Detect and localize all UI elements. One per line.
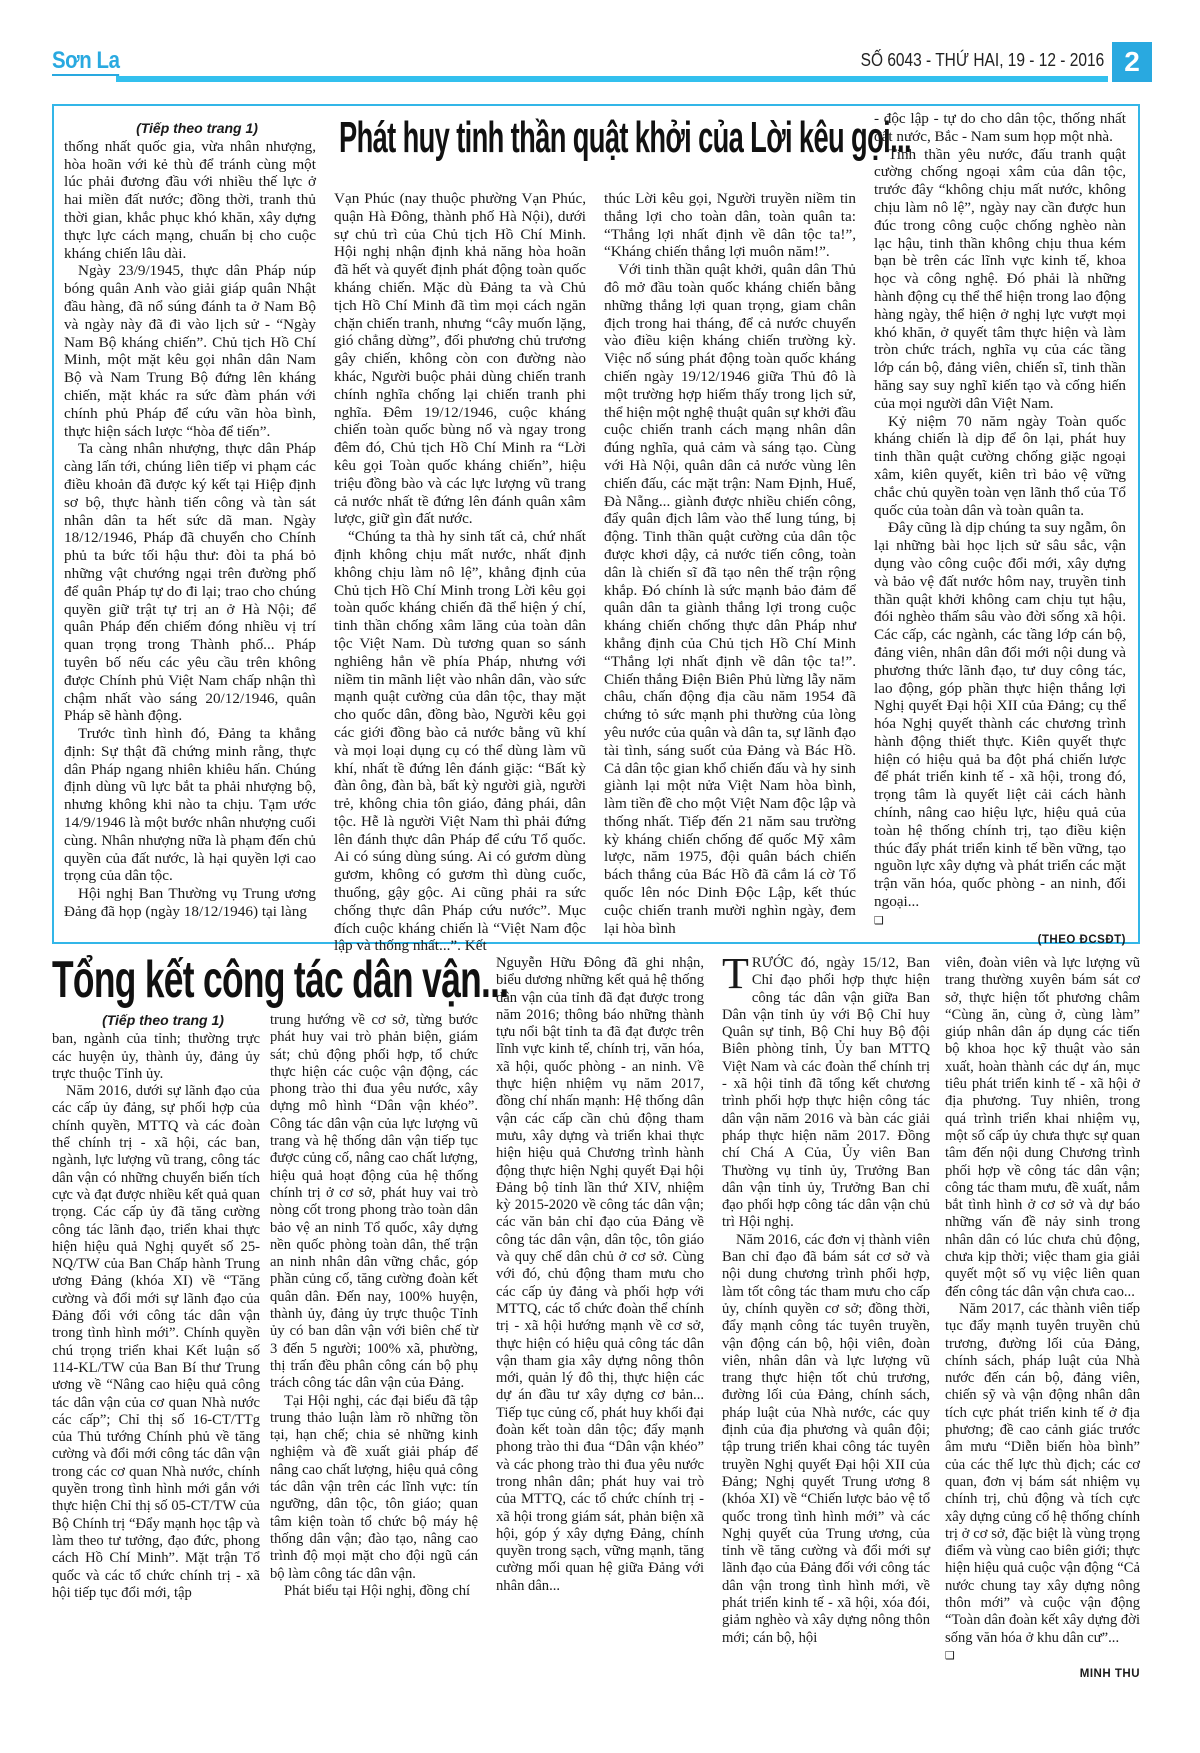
paragraph: Năm 2016, các đơn vị thành viên Ban chỉ đạo đã bám sát cơ sở và nội dung chương trình phối hợp, làm tốt công tác tham mưu cho cấp ủy, chính quyền cơ sở; đồng thời, đẩy mạnh công tác tuyên truyền, vận động cán bộ, hội viên, đoàn viên, nhân dân và lực lượng vũ trang thực hiện tốt chủ trương, đường lối của Đảng, chính sách, pháp luật của Nhà nước, các quy định của địa phương và quân đội; tập trung triển khai công tác tuyên truyền Nghị quyết Đại hội XII của Đảng; Nghị quyết Trung ương 8 (khóa XI) về “Chiến lược bảo vệ tổ quốc trong tình hình mới” và các Nghị quyết của Trung ương, của tỉnh về tăng cường và đổi mới sự lãnh đạo của Đảng đối với công tác dân vận trong tình hình mới, về phát triển kinh tế - xã hội, xóa đói, giảm nghèo và xây dựng nông thôn mới; cán bộ, hội xyxy=(722,1231,930,1646)
masthead-rule xyxy=(116,76,1108,82)
article-2-column-5 xyxy=(945,955,1140,1683)
paragraph: Vạn Phúc (nay thuộc phường Vạn Phúc, quận Hà Đông, thành phố Hà Nội), dưới sự chủ trì của Chủ tịch Hồ Chí Minh. Hội nghị nhận định khả năng hòa hoãn đã hết và quyết định phát động toàn quốc kháng chiến. Mặc dù Đảng ta và Chủ tịch Hồ Chí Minh đã tìm mọi cách ngăn chặn chiến tranh, nhưng “cây muốn lặng, gió chẳng dừng”, đối phương chủ trương gây chiến, không còn con đường nào khác, Người buộc phải dùng chiến tranh chính nghĩa chống lại chiến tranh phi nghĩa. Đêm 19/12/1946, cuộc kháng chiến toàn quốc bùng nổ và ngay trong đêm đó, Chủ tịch Hồ Chí Minh ra “Lời kêu gọi Toàn quốc kháng chiến”, hiệu triệu đồng bào và các lực lượng vũ trang cả nước nhất tề đứng lên đánh quân xâm lược, giữ gìn đất nước. xyxy=(334,190,586,528)
article-1-source: (THEO ĐCSĐT) xyxy=(1037,933,1126,946)
paragraph: thống nhất quốc gia, vừa nhân nhượng, hòa hoãn với kẻ thù để tránh cùng một lúc phải đương đầu với nhiều thế lực ở hai miền đất nước; đồng thời, tranh thủ thời gian, khắc phục khó khăn, xây dựng thực lực cách mạng, chuẩn bị cho cuộc kháng chiến lâu dài. xyxy=(64,137,316,262)
article-2-column-1 xyxy=(52,1012,260,1602)
continued-label: (Tiếp theo trang 1) xyxy=(136,120,258,136)
newspaper-brand: Sơn La xyxy=(52,47,120,74)
article-1-title: Phát huy tinh thần quật khởi của Lời kêu gọi... xyxy=(339,113,911,162)
paragraph: Ta càng nhân nhượng, thực dân Pháp càng lấn tới, chúng liên tiếp vi phạm các điều khoản đã được ký kết tại Hiệp định sơ bộ, thực hành tiến công và tàn sát nhân dân ta hết sức dã man. Ngày 18/12/1946, Pháp đã chuyển cho Chính phủ ta bức tối hậu thư: đòi ta phá bỏ những vật chướng ngại trên đường phố để quân Pháp tự do đi lại; trao cho chúng quyền giữ trật tự trị an ở Hà Nội; để quân Pháp đến chiếm đóng nhiều vị trí quan trọng trong Thành phố... Pháp tuyên bố nếu các yêu cầu trên không được Chính phủ Việt Nam chấp nhận thì chậm nhất vào sáng 20/12/1946, quân Pháp sẽ hành động. xyxy=(64,440,316,725)
paragraph: Ngày 23/9/1945, thực dân Pháp núp bóng quân Anh vào giải giáp quân Nhật đầu hàng, đã nổ súng đánh ta ở Nam Bộ và ngày này đã đi vào lịch sử - “Ngày Nam Bộ kháng chiến”. Chủ tịch Hồ Chí Minh, một mặt kêu gọi nhân dân Nam Bộ và Nam Trung Bộ đứng lên kháng chiến, mặt khác ra sức đàm phán với chính phủ Pháp để cứu vãn hòa bình, thực hiện sách lược “hòa để tiến”. xyxy=(64,262,316,440)
paragraph: Với tinh thần quật khởi, quân dân Thủ đô mở đầu toàn quốc kháng chiến bằng những thắng lợi quan trọng, giam chân địch trong hai tháng, để cả nước chuyển vào điều kiện kháng chiến trường kỳ. Việc nổ súng phát động toàn quốc kháng chiến ngày 19/12/1946 giữa Thủ đô là một trường hợp hiếm thấy trong lịch sử, thể hiện một nghệ thuật quân sự khởi đầu cuộc chiến tranh cách mạng nhân dân đúng nghĩa, quả cảm và sáng tạo. Cùng với Hà Nội, quân dân cả nước vùng lên chiến đấu, các mặt trận: Nam Định, Huế, Đà Nẵng... giành được nhiều chiến công, đẩy quân địch lâm vào thế lung túng, bị động. Tinh thần quật cường của dân tộc được khơi dậy, cả nước tiến công, toàn dân là chiến sĩ đã tạo nên thế trận rộng khắp. Đó chính là sức mạnh bảo đảm để quân dân ta giành thắng lợi trong cuộc kháng chiến chống thực dân Pháp như khẳng định của Chủ tịch Hồ Chí Minh “Thắng lợi nhất định về dân tộc ta!”. Chiến thắng Điện Biên Phủ lừng lẫy năm châu, chấn động địa cầu năm 1954 đã chứng tỏ sức mạnh phi thường của lòng yêu nước của quân và dân ta, sự lãnh đạo tài tình, sáng suốt của Đảng và Bác Hồ. Cả dân tộc gian khổ chiến đấu và hy sinh giành lại một nửa Việt Nam hòa bình, làm tiền đề cho một Việt Nam độc lập và thống nhất. Tiếp đến 21 năm sau trường kỳ kháng chiến chống đế quốc Mỹ xâm lược, năm 1975, đội quân bách chiến bách thắng của Bác Hồ đã cắm lá cờ Tổ quốc lên nóc Dinh Độc Lập, kết thúc cuộc chiến tranh mười nghìn ngày, đem lại hòa bình xyxy=(604,261,856,937)
end-mark-icon: ❑ xyxy=(874,913,884,927)
continued-label: (Tiếp theo trang 1) xyxy=(102,1012,224,1028)
paragraph: Kỷ niệm 70 năm ngày Toàn quốc kháng chiến là dịp để ôn lại, phát huy tinh thần quật cường chống giặc ngoại xâm, kiên quyết, kiên trì bảo vệ vững chắc chủ quyền toàn vẹn lãnh thổ của Tổ quốc của toàn dân và toàn quân ta. xyxy=(874,412,1126,519)
article-1-column-2 xyxy=(334,190,586,955)
paragraph: - độc lập - tự do cho dân tộc, thống nhất đất nước, Bắc - Nam sum họp một nhà. xyxy=(874,110,1126,145)
end-mark-icon: ❑ xyxy=(945,1648,955,1662)
paragraph: TRƯỚC đó, ngày 15/12, Ban Chỉ đạo phối hợp thực hiện công tác dân vận giữa Ban Dân vận tỉnh ủy với Bộ Chỉ huy Quân sự tỉnh, Bộ Chỉ huy Bộ đội Biên phòng tỉnh, Ủy ban MTTQ Việt Nam và các đoàn thể chính trị - xã hội tỉnh đã tổng kết chương trình phối hợp thực hiện công tác dân vận năm 2016 và bàn các giải pháp thực hiện năm 2017. Đồng chí Chá A Của, Ủy viên Ban Thường vụ tỉnh ủy, Trưởng Ban dân vận tỉnh ủy, Trưởng Ban chỉ đạo phối hợp công tác dân vận chủ trì Hội nghị. xyxy=(722,949,930,1231)
paragraph: “Chúng ta thà hy sinh tất cả, chứ nhất định không chịu mất nước, nhất định không chịu làm nô lệ”, khẳng định của Chủ tịch Hồ Chí Minh trong Lời kêu gọi toàn quốc kháng chiến đã thể hiện ý chí, tinh thần chống xâm lăng của toàn dân tộc Việt Nam. Dù tương quan so sánh nghiêng hẳn về phía Pháp, nhưng với niềm tin mãnh liệt vào nhân dân, vào sức mạnh quật cường của dân tộc, thay mặt cho quốc dân, đồng bào, Người kêu gọi các giới đồng bào cả nước bằng vũ khí và mọi loại dụng cụ có thể dùng làm vũ khí, nhất tề đứng lên đánh giặc: “Bất kỳ đàn ông, đàn bà, bất kỳ người già, người trẻ, không chia tôn giáo, đảng phái, dân tộc. Hễ là người Việt Nam thì phải đứng lên đánh thực dân Pháp để cứu Tổ quốc. Ai có súng dùng súng. Ai có gươm dùng gươm, không có gươm thì dùng cuốc, thuổng, gậy gộc. Ai cũng phải ra sức chống thực dân Pháp cứu nước”. Mục đích cuộc kháng chiến là “Việt Nam độc lập và thống nhất...”. Kết xyxy=(334,528,586,955)
masthead xyxy=(52,42,1152,86)
paragraph: Hội nghị Ban Thường vụ Trung ương Đảng đã họp (ngày 18/12/1946) tại làng xyxy=(64,885,316,921)
article-2-column-4 xyxy=(722,949,930,1647)
article-1-column-3 xyxy=(604,190,856,937)
article-2-column-3 xyxy=(496,955,704,1595)
paragraph: viên, đoàn viên và lực lượng vũ trang thường xuyên bám sát cơ sở, thực hiện tốt phương châm “Cùng ăn, cùng ở, cùng làm” giúp nhân dân áp dụng các tiến bộ khoa học kỹ thuật vào sản xuất, hoàn thành các dự án, mục tiêu phát triển kinh tế - xã hội ở địa phương. Tuy nhiên, trong quá trình triển khai nhiệm vụ, một số cấp ủy chưa thực sự quan tâm đến nội dung Chương trình phối hợp về công tác dân vận; công tác tham mưu, đề xuất, nắm bắt tình hình ở cơ sở và dự báo những vấn đề nảy sinh trong nhân dân có lúc chưa chủ động, chưa kịp thời; việc tham gia giải quyết một số vụ việc liên quan đến công tác dân vận chưa cao... xyxy=(945,955,1140,1300)
paragraph: Trước tình hình đó, Đảng ta khẳng định: Sự thật đã chứng minh rằng, thực dân Pháp ngang nhiên khiêu hấn. Chúng định dùng vũ lực bắt ta phải nhượng bộ, nhưng không khi nào ta chịu. Tạm ước 14/9/1946 là một bước nhân nhượng cuối cùng. Nhân nhượng nữa là phạm đến chủ quyền của đất nước, là hại quyền lợi cao trọng của dân tộc. xyxy=(64,725,316,885)
article-2-column-2 xyxy=(270,1012,478,1600)
paragraph: Năm 2016, dưới sự lãnh đạo của các cấp ủy đảng, sự phối hợp của chính quyền, MTTQ và các đoàn thể chính trị - xã hội, các ban, ngành, lực lượng vũ trang, công tác dân vận có những chuyển biến tích cực và đạt được nhiều kết quả quan trọng. Các cấp ủy đã tăng cường công tác lãnh đạo, triển khai thực hiện hiệu quả Nghị quyết số 25-NQ/TW của Ban Chấp hành Trung ương Đảng (khóa XI) về “Tăng cường và đổi mới sự lãnh đạo của Đảng đối với công tác dân vận trong tình hình mới”. Chính quyền chú trọng triển khai Kết luận số 114-KL/TW của Ban Bí thư Trung ương về “Nâng cao hiệu quả công tác dân vận của cơ quan Nhà nước các cấp”; Chỉ thị số 16-CT/TTg của Thủ tướng Chính phủ về tăng cường và đổi mới công tác dân vận trong các cơ quan Nhà nước, chính quyền trong tình hình mới gắn với thực hiện Chỉ thị số 05-CT/TW của Bộ Chính trị “Đẩy mạnh học tập và làm theo tư tưởng, đạo đức, phong cách Hồ Chí Minh”. Mặt trận Tổ quốc và các tổ chức chính trị - xã hội tiếp tục đổi mới, tập xyxy=(52,1083,260,1601)
paragraph: thúc Lời kêu gọi, Người truyền niềm tin thắng lợi cho toàn dân, toàn quân ta: “Thắng lợi nhất định về dân tộc ta!”, “Kháng chiến thắng lợi muôn năm!”. xyxy=(604,190,856,261)
page-number: 2 xyxy=(1112,42,1152,82)
article-2-author: MINH THU xyxy=(1079,1668,1140,1681)
article-1-column-4 xyxy=(874,110,1126,949)
paragraph: trung hướng về cơ sở, từng bước phát huy vai trò phản biện, giám sát; chủ động phối hợp, tổ chức thực hiện các cuộc vận động, các phong trào thi đua yêu nước, xây dựng mô hình “Dân vận khéo”. Công tác dân vận của lực lượng vũ trang và hệ thống dân vận tiếp tục được củng cố, nâng cao chất lượng, hiệu quả hoạt động của hệ thống chính trị ở cơ sở, phát huy vai trò nòng cốt trong phong trào toàn dân bảo vệ an ninh Tổ quốc, xây dựng nền quốc phòng toàn dân, thế trận an ninh nhân dân vững chắc, góp phần củng cố, tăng cường đoàn kết quân dân. Đến nay, 100% huyện, thành ủy, đảng ủy trực thuộc Tỉnh ủy có ban dân vận với biên chế từ 3 đến 5 người; 100% xã, phường, thị trấn đều phân công cán bộ phụ trách công tác dân vận của Đảng. xyxy=(270,1012,478,1392)
paragraph: ban, ngành của tỉnh; thường trực các huyện ủy, thành ủy, đảng ủy trực thuộc Tỉnh ủy. xyxy=(52,1031,260,1082)
paragraph: Tinh thần yêu nước, đấu tranh quật cường chống ngoại xâm của dân tộc, trước đây “không chịu mất nước, không chịu làm nô lệ”, ngày nay cần được hun đúc trong công cuộc chống nghèo nàn lạc hậu, tinh thần không chịu thua kém bạn bè trên các lĩnh vực kinh tế, khoa học và công nghệ. Đó phải là những hành động cụ thể thể hiện trong lao động hàng ngày, thể hiện ở nghị lực vượt mọi khó khăn, ở quyết tâm thực hiện và làm tròn chức trách, nghĩa vụ của các tầng lớp cán bộ, đảng viên, chiến sĩ, tinh thần hăng say suy nghĩ kiến tạo và cống hiến của mọi người dân Việt Nam. xyxy=(874,145,1126,412)
paragraph: Đây cũng là dịp chúng ta suy ngẫm, ôn lại những bài học lịch sử sâu sắc, vận dụng vào công cuộc đổi mới, xây dựng và bảo vệ đất nước hôm nay, truyền tinh thần quật khởi không cam chịu tụt hậu, đói nghèo thấm sâu vào đời sống xã hội. Các cấp, các ngành, các tầng lớp cán bộ, đảng viên, nhân dân đổi mới nội dung và phương thức lãnh đạo, tư duy công tác, lao động, góp phần thực hiện thắng lợi Nghị quyết Đại hội XII của Đảng; cụ thể hóa Nghị quyết thành các chương trình hành động thiết thực. Kiên quyết thực hiện có hiệu quả ba đột phá chiến lược để phát triển kinh tế - xã hội, trong đó, trọng tâm là quyết liệt cải cách hành chính, nâng cao hiệu lực, hiệu quả của toàn hệ thống chính trị, tạo điều kiện thúc đẩy phát triển kinh tế bền vững, tạo nguồn lực xây dựng và phát triển các mặt trận văn hóa, quốc phòng - an ninh, đối ngoại... xyxy=(874,519,1126,911)
article-1-frame xyxy=(52,104,1140,955)
article-2-title: Tổng kết công tác dân vận... xyxy=(52,951,509,1009)
paragraph: Phát biểu tại Hội nghị, đồng chí xyxy=(284,1582,471,1599)
article-1-column-1 xyxy=(64,120,316,921)
issue-date: SỐ 6043 - THỨ HAI, 19 - 12 - 2016 xyxy=(860,50,1104,70)
paragraph: Nguyễn Hữu Đông đã ghi nhận, biểu dương những kết quả hệ thống dân vận của tỉnh đã đạt được trong năm 2016; thông báo những thành tựu nổi bật tỉnh ta đã đạt được trên lĩnh vực kinh tế, chính trị, văn hóa, xã hội, quốc phòng - an ninh. Về thực hiện nhiệm vụ năm 2017, đồng chí nhấn mạnh: Hệ thống dân vận các cấp cần chủ động tham mưu, xây dựng và triển khai thực hiện hiệu quả Chương trình hành động thực hiện Nghị quyết Đại hội Đảng bộ tỉnh lần thứ XIV, nhiệm kỳ 2015-2020 về công tác dân vận; các văn bản chỉ đạo của Đảng về công tác dân vận, dân tộc, tôn giáo và quy chế dân chủ ở cơ sở. Cùng với đó, chủ động tham mưu cho các cấp ủy đảng và phối hợp với MTTQ, các tổ chức đoàn thể chính trị - xã hội hướng mạnh về cơ sở, thực hiện có hiệu quả công tác dân vận tham gia xây dựng nông thôn mới, quản lý đô thị, thực hiện các dự án đầu tư xây dựng cơ bản... Tiếp tục củng cố, phát huy khối đại đoàn kết toàn dân tộc; đẩy mạnh phong trào thi đua “Dân vận khéo” và các phong trào thi đua yêu nước trong nhân dân; phát huy vai trò của MTTQ, các tổ chức chính trị - xã hội trong giám sát, phản biện xã hội, góp ý xây dựng Đảng, chính quyền trong sạch, vững mạnh, tăng cường mối quan hệ giữa Đảng với nhân dân... xyxy=(496,955,704,1594)
drop-cap: T xyxy=(722,949,749,998)
paragraph: Tại Hội nghị, các đại biểu đã tập trung thảo luận làm rõ những tồn tại, hạn chế; chia sẻ những kinh nghiệm và đề xuất giải pháp để nâng cao chất lượng, hiệu quả công tác dân vận trên các lĩnh vực: tín ngưỡng, dân tộc, tôn giáo; quan tâm kiện toàn tổ chức bộ máy hệ thống dân vận; đào tạo, nâng cao trình độ mọi mặt cho đội ngũ cán bộ làm công tác dân vận. xyxy=(270,1392,478,1582)
paragraph: Năm 2017, các thành viên tiếp tục đẩy mạnh tuyên truyền chủ trương, đường lối của Đảng, chính sách, pháp luật của Nhà nước đến cán bộ, đảng viên, chiến sỹ và vận động nhân dân tích cực phát triển kinh tế ở địa phương; đề cao cảnh giác trước âm mưu “Diễn biến hòa bình” của các thế lực thù địch; các cơ quan, đơn vị bám sát nhiệm vụ chính trị, chủ động và tích cực xây dựng củng cố hệ thống chính trị ở cơ sở, đặc biệt là vùng trọng điểm và vùng cao biên giới; thực hiện hiệu quả cuộc vận động “Cả nước chung tay xây dựng nông thôn mới” và cuộc vận động “Toàn dân đoàn kết xây dựng đời sống văn hóa ở khu dân cư”... xyxy=(945,1300,1140,1646)
